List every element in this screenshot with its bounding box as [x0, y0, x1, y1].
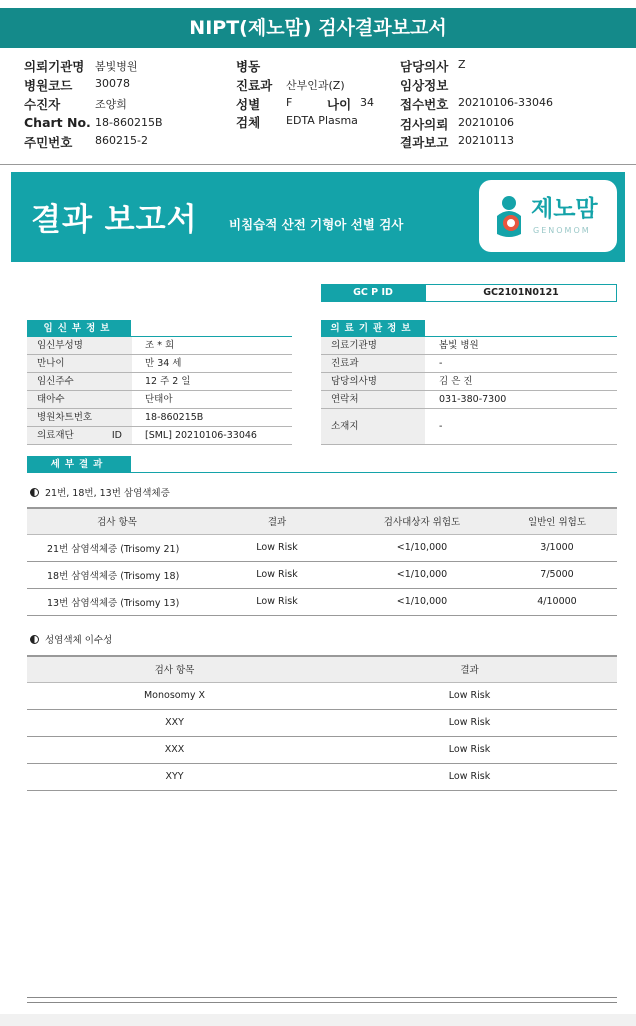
cell: <1/10,000	[347, 534, 497, 561]
kv-row	[321, 355, 617, 373]
kv-key: 소재지	[321, 409, 425, 444]
cell: 4/10000	[497, 588, 617, 615]
half-circle-icon	[30, 488, 39, 497]
meta-label: 의뢰기관명	[24, 59, 85, 74]
cell: XXX	[27, 736, 322, 763]
kv-value: 김 은 진	[439, 376, 473, 387]
meta-label: 임상정보	[400, 78, 449, 93]
kv-row	[27, 391, 292, 409]
meta-label: 성별	[236, 97, 261, 112]
footer-band	[0, 1014, 636, 1026]
patient-meta	[0, 55, 636, 165]
meta-value: F	[286, 96, 293, 109]
meta-label: 주민번호	[24, 135, 73, 150]
meta-value: 20210106-33046	[458, 96, 553, 109]
meta-label: 검사의뢰	[400, 117, 449, 132]
meta-label: 결과보고	[400, 135, 449, 150]
gcpid-value: GC2101N0121	[425, 284, 617, 302]
column-header: 검사 항목	[27, 508, 207, 534]
meta-label: 담당의사	[400, 59, 449, 74]
meta-label: 검체	[236, 115, 261, 130]
section-tab-institution: 의료기관정보	[321, 320, 425, 337]
cell: Low Risk	[322, 709, 617, 736]
column-header: 검사대상자 위험도	[347, 508, 497, 534]
kv-value: 031-380-7300	[439, 394, 507, 405]
kv-key: 임신부성명	[27, 337, 132, 354]
logo-subtext: GENOMOM	[533, 226, 591, 235]
meta-label: 병원코드	[24, 78, 73, 93]
kv-value: 12 주 2 일	[145, 376, 191, 387]
kv-key: 진료과	[321, 355, 425, 372]
meta-value: 20210106	[458, 116, 514, 129]
trisomy-heading	[30, 485, 170, 499]
table-row	[27, 763, 617, 790]
kv-row	[27, 427, 292, 445]
kv-key: 임신주수	[27, 373, 132, 390]
cell: 7/5000	[497, 561, 617, 588]
column-header: 결과	[207, 508, 347, 534]
kv-value: 조 * 희	[145, 340, 175, 351]
table-header-row	[27, 508, 617, 534]
cell: Low Risk	[207, 588, 347, 615]
table-row	[27, 682, 617, 709]
gcpid-label: GC P ID	[321, 284, 425, 302]
cell: <1/10,000	[347, 588, 497, 615]
trisomy-heading-text: 21번, 18번, 13번 삼염색체증	[45, 488, 170, 499]
kv-value: -	[439, 421, 443, 432]
meta-value: Z	[458, 58, 466, 71]
kv-key: 만나이	[27, 355, 132, 372]
column-header: 일반인 위험도	[497, 508, 617, 534]
table-row	[27, 736, 617, 763]
meta-value: 조양희	[95, 98, 127, 111]
cell: Low Risk	[207, 534, 347, 561]
cell: 3/1000	[497, 534, 617, 561]
kv-key: 담당의사명	[321, 373, 425, 390]
kv-row	[27, 355, 292, 373]
kv-value: 18-860215B	[145, 412, 204, 423]
column-header: 검사 항목	[27, 656, 322, 682]
kv-value: -	[439, 358, 443, 369]
table-header-row	[27, 656, 617, 682]
divider	[27, 1002, 617, 1003]
column-header: 결과	[322, 656, 617, 682]
meta-value: 18-860215B	[95, 116, 163, 129]
table-row	[27, 588, 617, 615]
report-banner	[11, 172, 625, 262]
kv-row	[321, 391, 617, 409]
meta-label: Chart No.	[24, 115, 91, 130]
section-tab-pregnant: 임신부정보	[27, 320, 131, 337]
kv-key: 병원차트번호	[27, 409, 132, 426]
kv-value: [SML] 20210106-33046	[145, 430, 257, 441]
kv-key: 의료재단 ID	[27, 427, 132, 444]
meta-value: 30078	[95, 77, 130, 90]
meta-value: 20210113	[458, 134, 514, 147]
sex-chromosome-heading	[30, 632, 112, 646]
meta-value: 봄빛병원	[95, 60, 138, 73]
divider	[0, 164, 636, 165]
cell: XYY	[27, 763, 322, 790]
meta-value: 34	[360, 96, 374, 109]
kv-row	[27, 337, 292, 355]
meta-label: 나이	[327, 97, 352, 112]
cell: Monosomy X	[27, 682, 322, 709]
kv-value: 봄빛 병원	[439, 340, 479, 351]
banner-subtitle: 비침습적 산전 기형아 선별 검사	[229, 217, 404, 232]
kv-row	[27, 373, 292, 391]
logo-text: 제노맘	[531, 196, 598, 222]
banner-title: 결과 보고서	[31, 202, 198, 238]
genomom-logo-icon	[491, 194, 527, 238]
cell: 13번 삼염색체증 (Trisomy 13)	[27, 588, 207, 615]
cell: Low Risk	[322, 763, 617, 790]
half-circle-icon	[30, 635, 39, 644]
kv-key: 의료기관명	[321, 337, 425, 354]
meta-value: EDTA Plasma	[286, 114, 358, 127]
kv-row	[27, 409, 292, 427]
cell: XXY	[27, 709, 322, 736]
report-title: NIPT(제노맘) 검사결과보고서	[0, 8, 636, 48]
genomom-logo	[479, 180, 617, 252]
meta-value: 산부인과(Z)	[286, 79, 345, 92]
table-row	[27, 561, 617, 588]
kv-key: 태아수	[27, 391, 132, 408]
kv-value: 단태아	[145, 394, 173, 405]
cell: 21번 삼염색체증 (Trisomy 21)	[27, 534, 207, 561]
sex-chromosome-table	[27, 655, 617, 791]
cell: <1/10,000	[347, 561, 497, 588]
meta-value: 860215-2	[95, 134, 148, 147]
table-row	[27, 709, 617, 736]
divider	[27, 997, 617, 998]
kv-value: 만 34 세	[145, 358, 182, 369]
cell: 18번 삼염색체증 (Trisomy 18)	[27, 561, 207, 588]
cell: Low Risk	[322, 682, 617, 709]
kv-row	[321, 337, 617, 355]
kv-key: 연락처	[321, 391, 425, 408]
table-row	[27, 534, 617, 561]
meta-label: 진료과	[236, 78, 273, 93]
kv-row	[321, 373, 617, 391]
sex-chromosome-heading-text: 성염색체 이수성	[45, 635, 113, 646]
kv-row	[321, 409, 617, 445]
trisomy-table	[27, 507, 617, 616]
cell: Low Risk	[322, 736, 617, 763]
meta-label: 병동	[236, 59, 261, 74]
meta-label: 접수번호	[400, 97, 449, 112]
meta-label: 수진자	[24, 97, 61, 112]
section-line	[131, 472, 617, 473]
cell: Low Risk	[207, 561, 347, 588]
section-tab-details: 세부결과	[27, 456, 131, 473]
